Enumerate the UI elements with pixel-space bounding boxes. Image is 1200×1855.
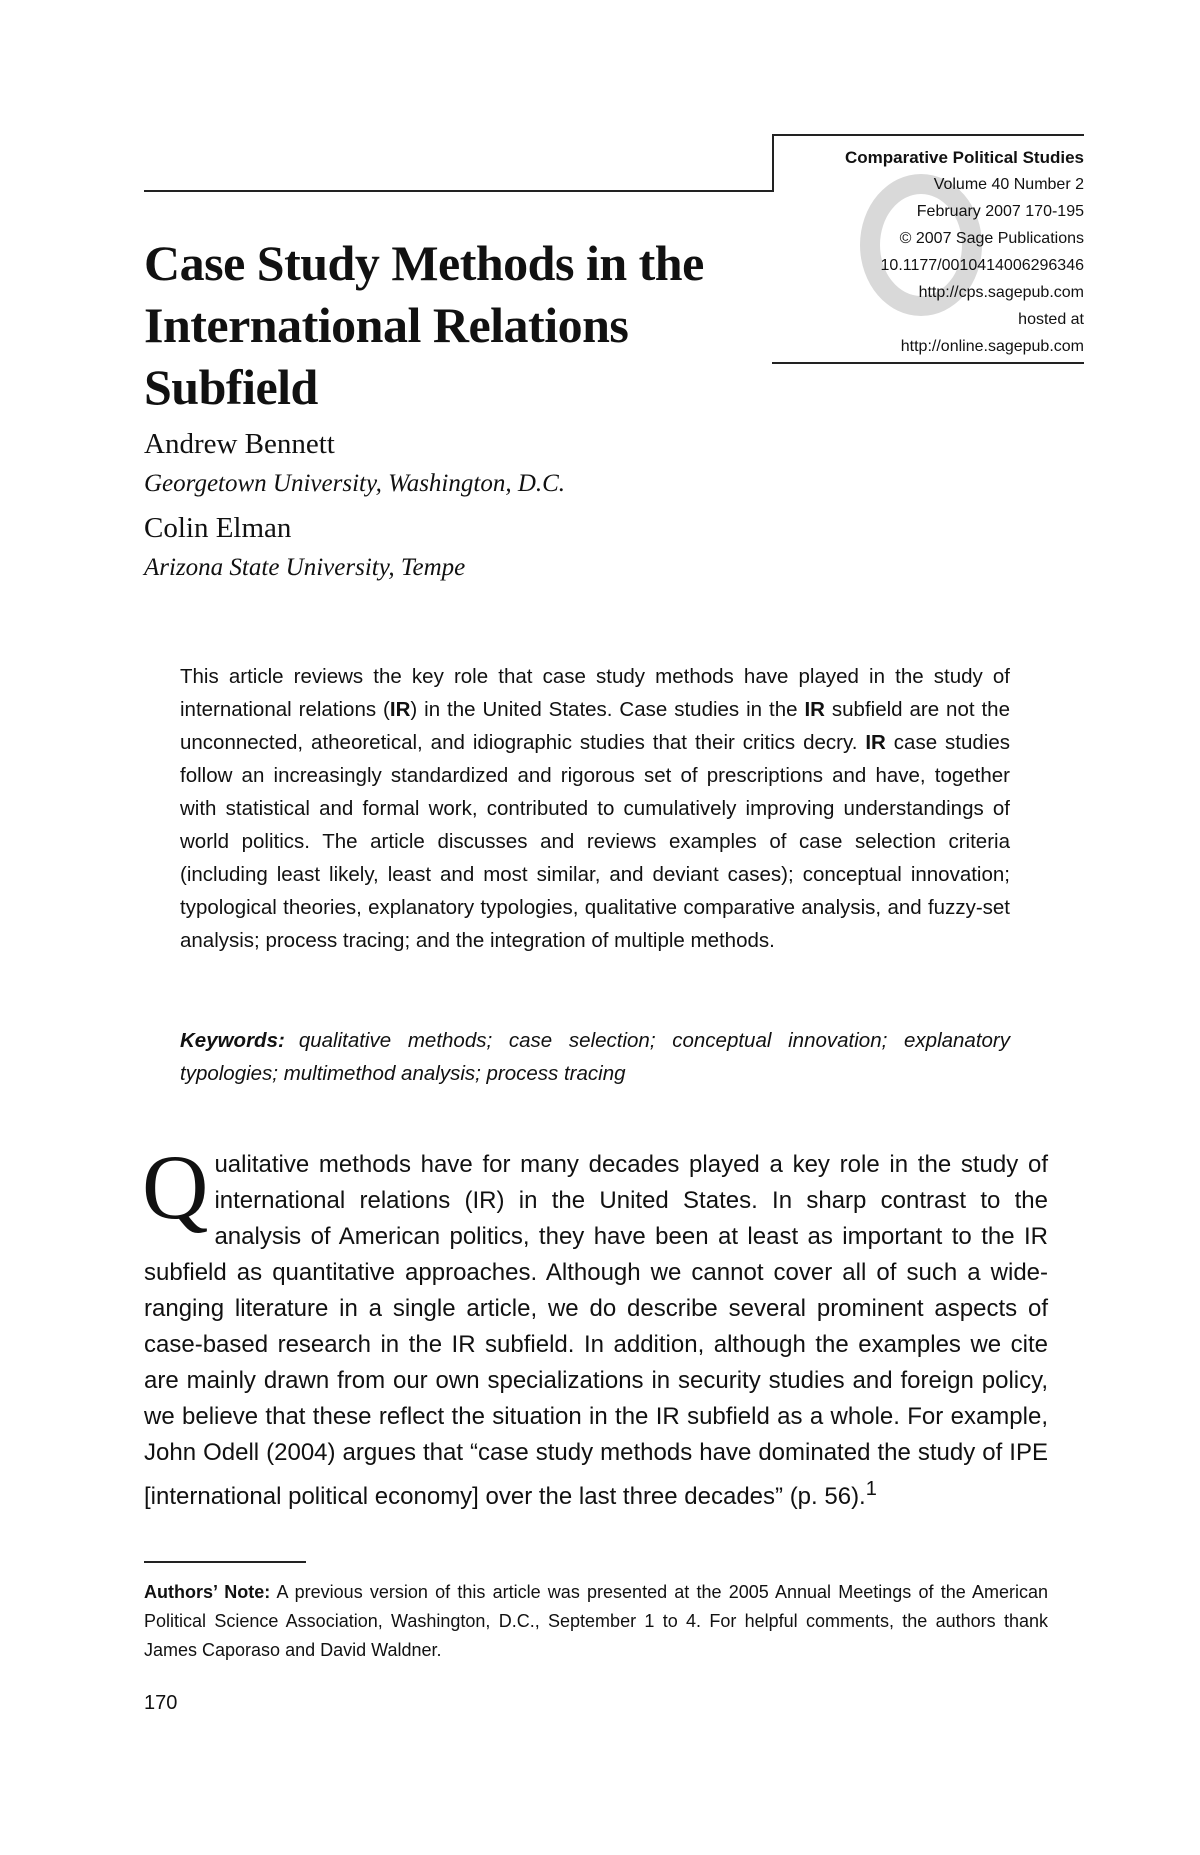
- authors-note-label: Authors’ Note:: [144, 1582, 271, 1602]
- footnote-rule: [144, 1561, 306, 1563]
- keywords: [180, 1024, 1010, 1090]
- page-number: 170: [144, 1692, 178, 1714]
- authors-note-text: A previous version of this article was presented at the 2005 Annual Meetings of the American Political Science Association, Washington, D.C., September 1 to 4. For helpful comments, the authors thank James Caporaso and David Waldner.: [144, 1582, 1048, 1660]
- journal-frame-left-rule: [772, 134, 774, 190]
- drop-cap: Q: [142, 1136, 209, 1238]
- abstract-text: ) in the United States. Case studies in the: [410, 698, 805, 721]
- header-rule: [144, 190, 774, 192]
- abstract-abbrev: IR: [389, 698, 411, 721]
- keywords-list: qualitative methods; case selection; conceptual innovation; explanatory typologies; multimethod analysis; process tracing: [180, 1029, 1010, 1085]
- abstract-abbrev: IR: [865, 731, 886, 754]
- journal-date-pages: February 2007 170-195: [916, 203, 1084, 220]
- footnote-reference[interactable]: 1: [865, 1478, 877, 1500]
- journal-name: Comparative Political Studies: [844, 148, 1084, 167]
- journal-frame-bottom-rule: [772, 362, 1084, 364]
- authors-note: [144, 1578, 1048, 1665]
- journal-copyright: © 2007 Sage Publications: [899, 230, 1084, 247]
- journal-doi: 10.1177/0010414006296346: [880, 257, 1084, 274]
- abstract-abbrev: IR: [804, 698, 825, 721]
- author-affiliation: Georgetown University, Washington, D.C.: [144, 470, 566, 497]
- article-title: Case Study Methods in the International Relations Subfield: [144, 235, 704, 415]
- abstract-text: subfield are not the unconnected, atheoretical, and idiographic studies that their critics decry.: [180, 698, 1010, 754]
- abstract: [180, 660, 1010, 957]
- journal-host-url[interactable]: http://online.sagepub.com: [900, 338, 1084, 355]
- journal-frame-top-rule: [772, 134, 1084, 136]
- journal-hosted-label: hosted at: [1018, 311, 1084, 328]
- author-name: Andrew Bennett: [144, 428, 335, 460]
- journal-info-block: [772, 134, 1084, 364]
- body-paragraph: [142, 1136, 1048, 1515]
- abstract-text: This article reviews the key role that case study methods have played in the study of international relations (: [180, 665, 1010, 721]
- author-affiliation: Arizona State University, Tempe: [144, 554, 466, 581]
- abstract-text: case studies follow an increasingly standardized and rigorous set of prescriptions and have, together with statistical and formal work, contributed to cumulatively improving understandings of world politics. The article discusses and reviews examples of case selection criteria (including least likely, least and most similar, and deviant cases); conceptual innovation; typological theories, explanatory typologies, qualitative comparative analysis, and fuzzy-set analysis; process tracing; and the integration of multiple methods.: [180, 731, 1010, 952]
- keywords-label: Keywords:: [180, 1029, 285, 1052]
- body-text: ualitative methods have for many decades played a key role in the study of international relations (IR) in the United States. In sharp contrast to the analysis of American politics, they have been at least as important to the IR subfield as quantitative approaches. Although we cannot cover all of such a wide-ranging literature in a single article, we do describe several prominent aspects of case-based research in the IR subfield. In addition, although the examples we cite are mainly drawn from our own specializations in security studies and foreign policy, we believe that these reflect the situation in the IR subfield as a whole. For example, John Odell (2004) argues that “case study methods have dominated the study of IPE [international political economy] over the last three decades” (p. 56).: [144, 1151, 1048, 1510]
- journal-url[interactable]: http://cps.sagepub.com: [918, 284, 1084, 301]
- author-name: Colin Elman: [144, 512, 292, 544]
- journal-citation-lines: [845, 144, 1084, 360]
- journal-volume: Volume 40 Number 2: [933, 176, 1084, 193]
